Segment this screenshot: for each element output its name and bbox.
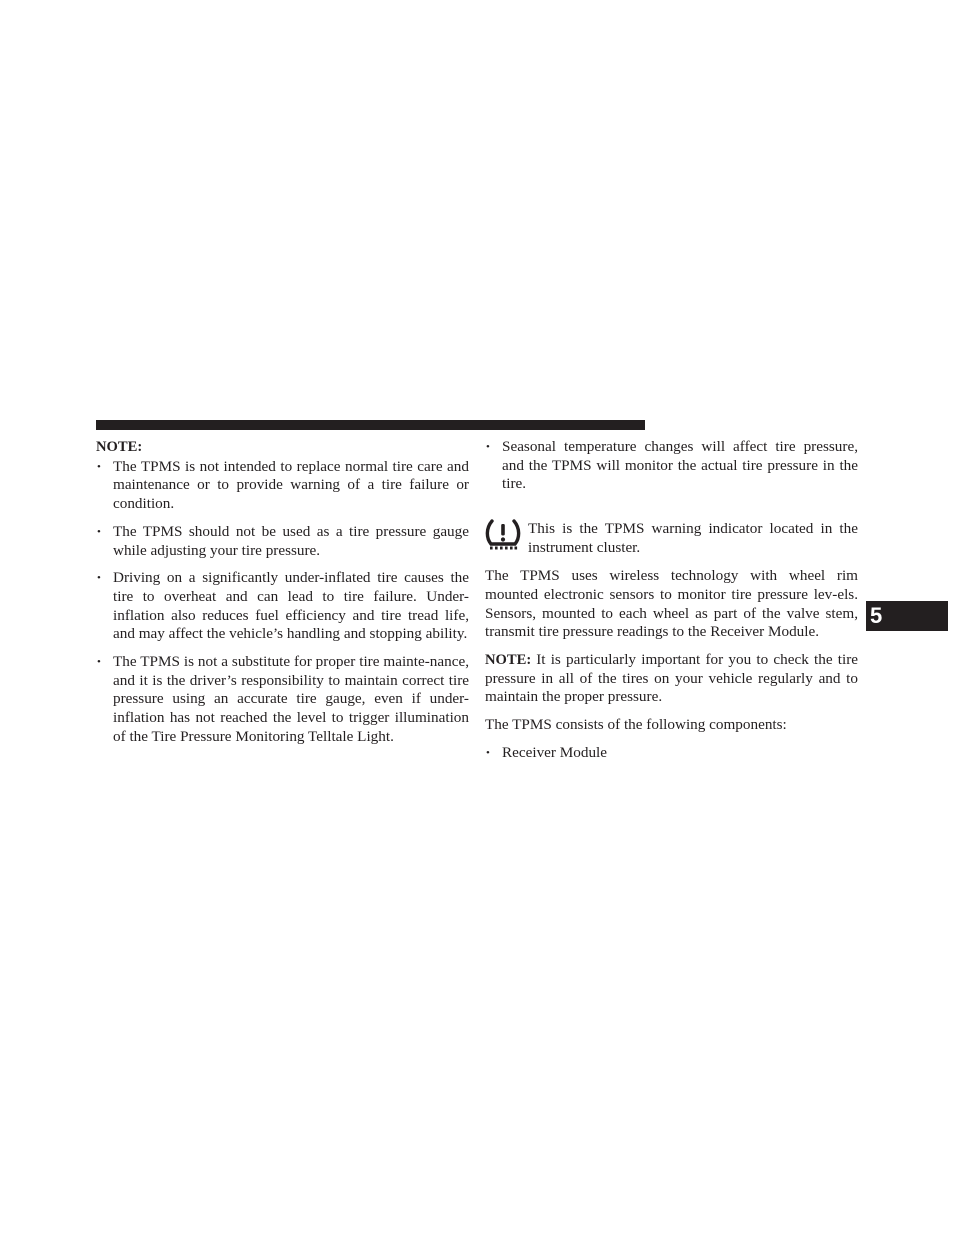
components-list	[485, 744, 858, 763]
bullet-icon: •	[486, 746, 490, 759]
bullet-icon: •	[97, 656, 101, 669]
seasonal-bullet-list	[485, 438, 858, 494]
note-heading: NOTE:	[96, 439, 143, 455]
bullet-icon: •	[97, 525, 101, 538]
note-paragraph: NOTE: It is particularly important for you to check the tire pressure in all of the tires on your vehicle regularly and to maintain the proper pressure.	[485, 650, 858, 706]
tpms-warning-icon	[485, 517, 521, 551]
wireless-paragraph: The TPMS uses wireless technology with wheel rim mounted electronic sensors to monitor tire pressure lev-els. Sensors, mounted to each wheel as part of the valve stem, transmit tire pressure readings to the Receiver Module.	[485, 567, 858, 641]
list-item: • The TPMS is not intended to replace normal tire care and maintenance or to provide warning of a tire failure or condition.	[97, 457, 469, 513]
bullet-icon: •	[486, 441, 490, 453]
note-label: NOTE:	[485, 651, 532, 668]
bullet-icon: •	[97, 572, 101, 585]
tpms-indicator-block	[485, 520, 858, 558]
list-item: • The TPMS should not be used as a tire pressure gauge while adjusting your tire pressure.	[97, 522, 469, 559]
components-intro: The TPMS consists of the following components:	[485, 716, 787, 734]
list-item: • Receiver Module	[486, 743, 608, 761]
section-header-rule	[96, 420, 645, 430]
indicator-description: This is the TPMS warning indicator located in the instrument cluster.	[528, 520, 858, 556]
section-tab: 5	[866, 601, 948, 631]
list-item: • The TPMS is not a substitute for proper tire mainte-nance, and it is the driver’s responsibility to maintain correct tire pressure using an accurate tire gauge, even if under-inflation has not reached the level to trigger illumination of the Tire Pressure Monitoring Telltale Light.	[97, 653, 469, 745]
bullet-icon: •	[97, 460, 101, 473]
left-column	[96, 438, 469, 756]
list-item: • Driving on a significantly under-inflated tire causes the tire to overheat and can lead to tire failure. Under-inflation also reduces fuel efficiency and tire tread life, and may affect the vehicle’s handling and stopping ability.	[97, 569, 469, 643]
right-column	[485, 438, 858, 771]
note-bullet-list	[96, 458, 469, 747]
list-item: • Seasonal temperature changes will affect tire pressure, and the TPMS will monitor the actual tire pressure in the tire.	[486, 438, 858, 493]
